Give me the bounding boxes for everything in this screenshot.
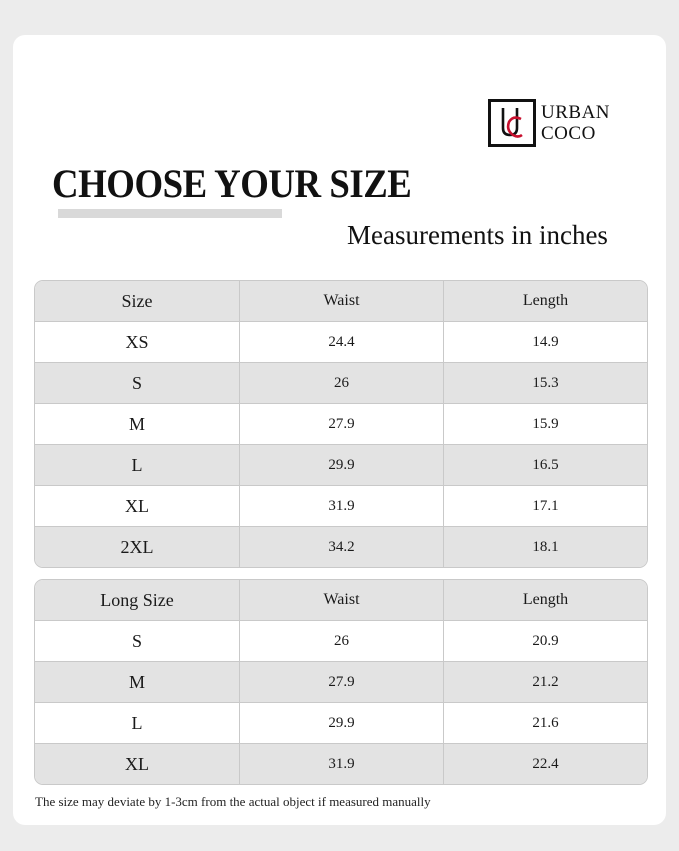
header-length: Length [443,580,647,620]
table-row [35,702,647,743]
page-title: CHOOSE YOUR SIZE [52,161,412,206]
length-cell: 22.4 [443,744,647,784]
measurement-disclaimer: The size may deviate by 1-3cm from the actual object if measured manually [35,794,431,809]
header-long-size: Long Size [100,589,174,610]
brand-logo [488,97,610,149]
table-row [35,743,647,784]
length-cell: 21.2 [443,662,647,702]
waist-cell: 27.9 [239,662,443,702]
table-row [35,403,647,444]
size-cell: XL [125,495,149,516]
waist-cell: 26 [239,621,443,661]
length-cell: 14.9 [443,322,647,362]
size-cell: L [131,712,143,733]
brand-name [541,102,610,144]
size-cell: M [128,671,145,692]
length-cell: 20.9 [443,621,647,661]
header-waist: Waist [239,281,443,321]
size-cell: XS [125,331,149,352]
size-cell: M [128,413,145,434]
waist-cell: 31.9 [239,744,443,784]
length-cell: 15.3 [443,363,647,403]
waist-cell: 29.9 [239,445,443,485]
waist-cell: 27.9 [239,404,443,444]
table-row [35,444,647,485]
size-cell: XL [125,753,149,774]
length-cell: 21.6 [443,703,647,743]
header-length: Length [443,281,647,321]
table-row [35,362,647,403]
size-cell: 2XL [120,536,154,557]
brand-name-line2: COCO [541,123,596,144]
size-cell: S [131,630,142,651]
table-row [35,620,647,661]
length-cell: 17.1 [443,486,647,526]
length-cell: 15.9 [443,404,647,444]
brand-name-line1: URBAN [541,102,611,123]
table-row [35,661,647,702]
table-header-row [35,281,647,321]
header-size: Size [121,290,153,311]
header-waist: Waist [239,580,443,620]
size-cell: L [131,454,143,475]
long-size-table [34,579,648,785]
table-row [35,321,647,362]
table-header-row [35,580,647,620]
size-cell: S [131,372,142,393]
waist-cell: 34.2 [239,527,443,567]
length-cell: 16.5 [443,445,647,485]
measurement-unit-subtitle: Measurements in inches [347,220,608,250]
waist-cell: 31.9 [239,486,443,526]
waist-cell: 24.4 [239,322,443,362]
table-row [35,526,647,567]
regular-size-table [34,280,648,568]
title-underline [58,209,282,218]
waist-cell: 26 [239,363,443,403]
length-cell: 18.1 [443,527,647,567]
table-row [35,485,647,526]
waist-cell: 29.9 [239,703,443,743]
brand-monogram-icon [488,99,536,147]
